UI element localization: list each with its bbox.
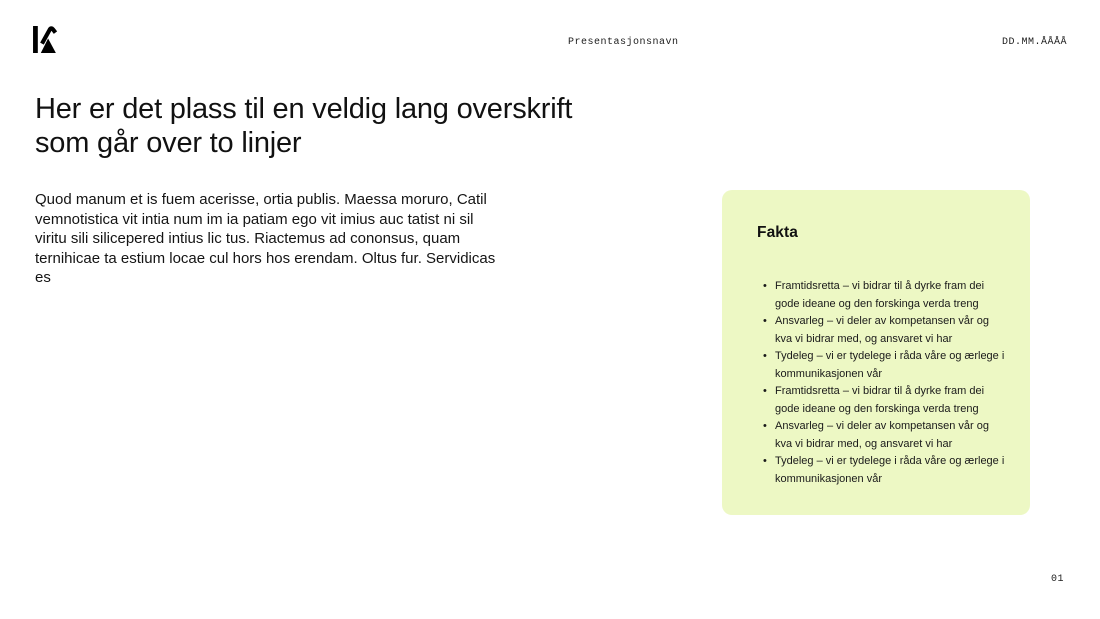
date-placeholder-label: DD.MM.ÅÅÅÅ [1001,37,1067,48]
fakta-list-item: • Tydeleg – vi er tydelege i råda våre og ærlege i kommunikasjonen vår [763,348,1005,383]
fakta-list-item: • Framtidsretta – vi bidrar til å dyrke fram dei gode ideane og den forskinga verda treng [763,278,1005,313]
fakta-card-title: Fakta [757,224,798,241]
page-number: 01 [1050,574,1064,585]
page-title [35,92,572,160]
fakta-list-item: • Tydeleg – vi er tydelege i råda våre og ærlege i kommunikasjonen vår [763,453,1005,488]
fakta-card [722,190,1030,515]
brand-logo-icon [33,26,58,53]
fakta-bullet-list [763,278,1005,488]
page-title-line2: som går over to linjer [35,127,302,159]
page-title-line1: Her er det plass til en veldig lang overskrift [35,93,573,125]
fakta-list-item: • Ansvarleg – vi deler av kompetansen vår og kva vi bidrar med, og ansvaret vi har [763,418,1005,453]
presentation-name-label: Presentasjonsnavn [568,37,679,48]
fakta-list-item: • Ansvarleg – vi deler av kompetansen vår og kva vi bidrar med, og ansvaret vi har [763,313,1005,348]
fakta-list-item: • Framtidsretta – vi bidrar til å dyrke fram dei gode ideane og den forskinga verda treng [763,383,1005,418]
body-paragraph: Quod manum et is fuem acerisse, ortia publis. Maessa moruro, Catil vemnotistica vit intia num im ia patiam ego vit imius auc tatist ni sil viritu sili silicepered intius lic tus. Riactemus ad cononsus, quam ternihicae ta estium locae cul hors hos erendam. Oltus fur. Servidicas es [35,191,496,286]
